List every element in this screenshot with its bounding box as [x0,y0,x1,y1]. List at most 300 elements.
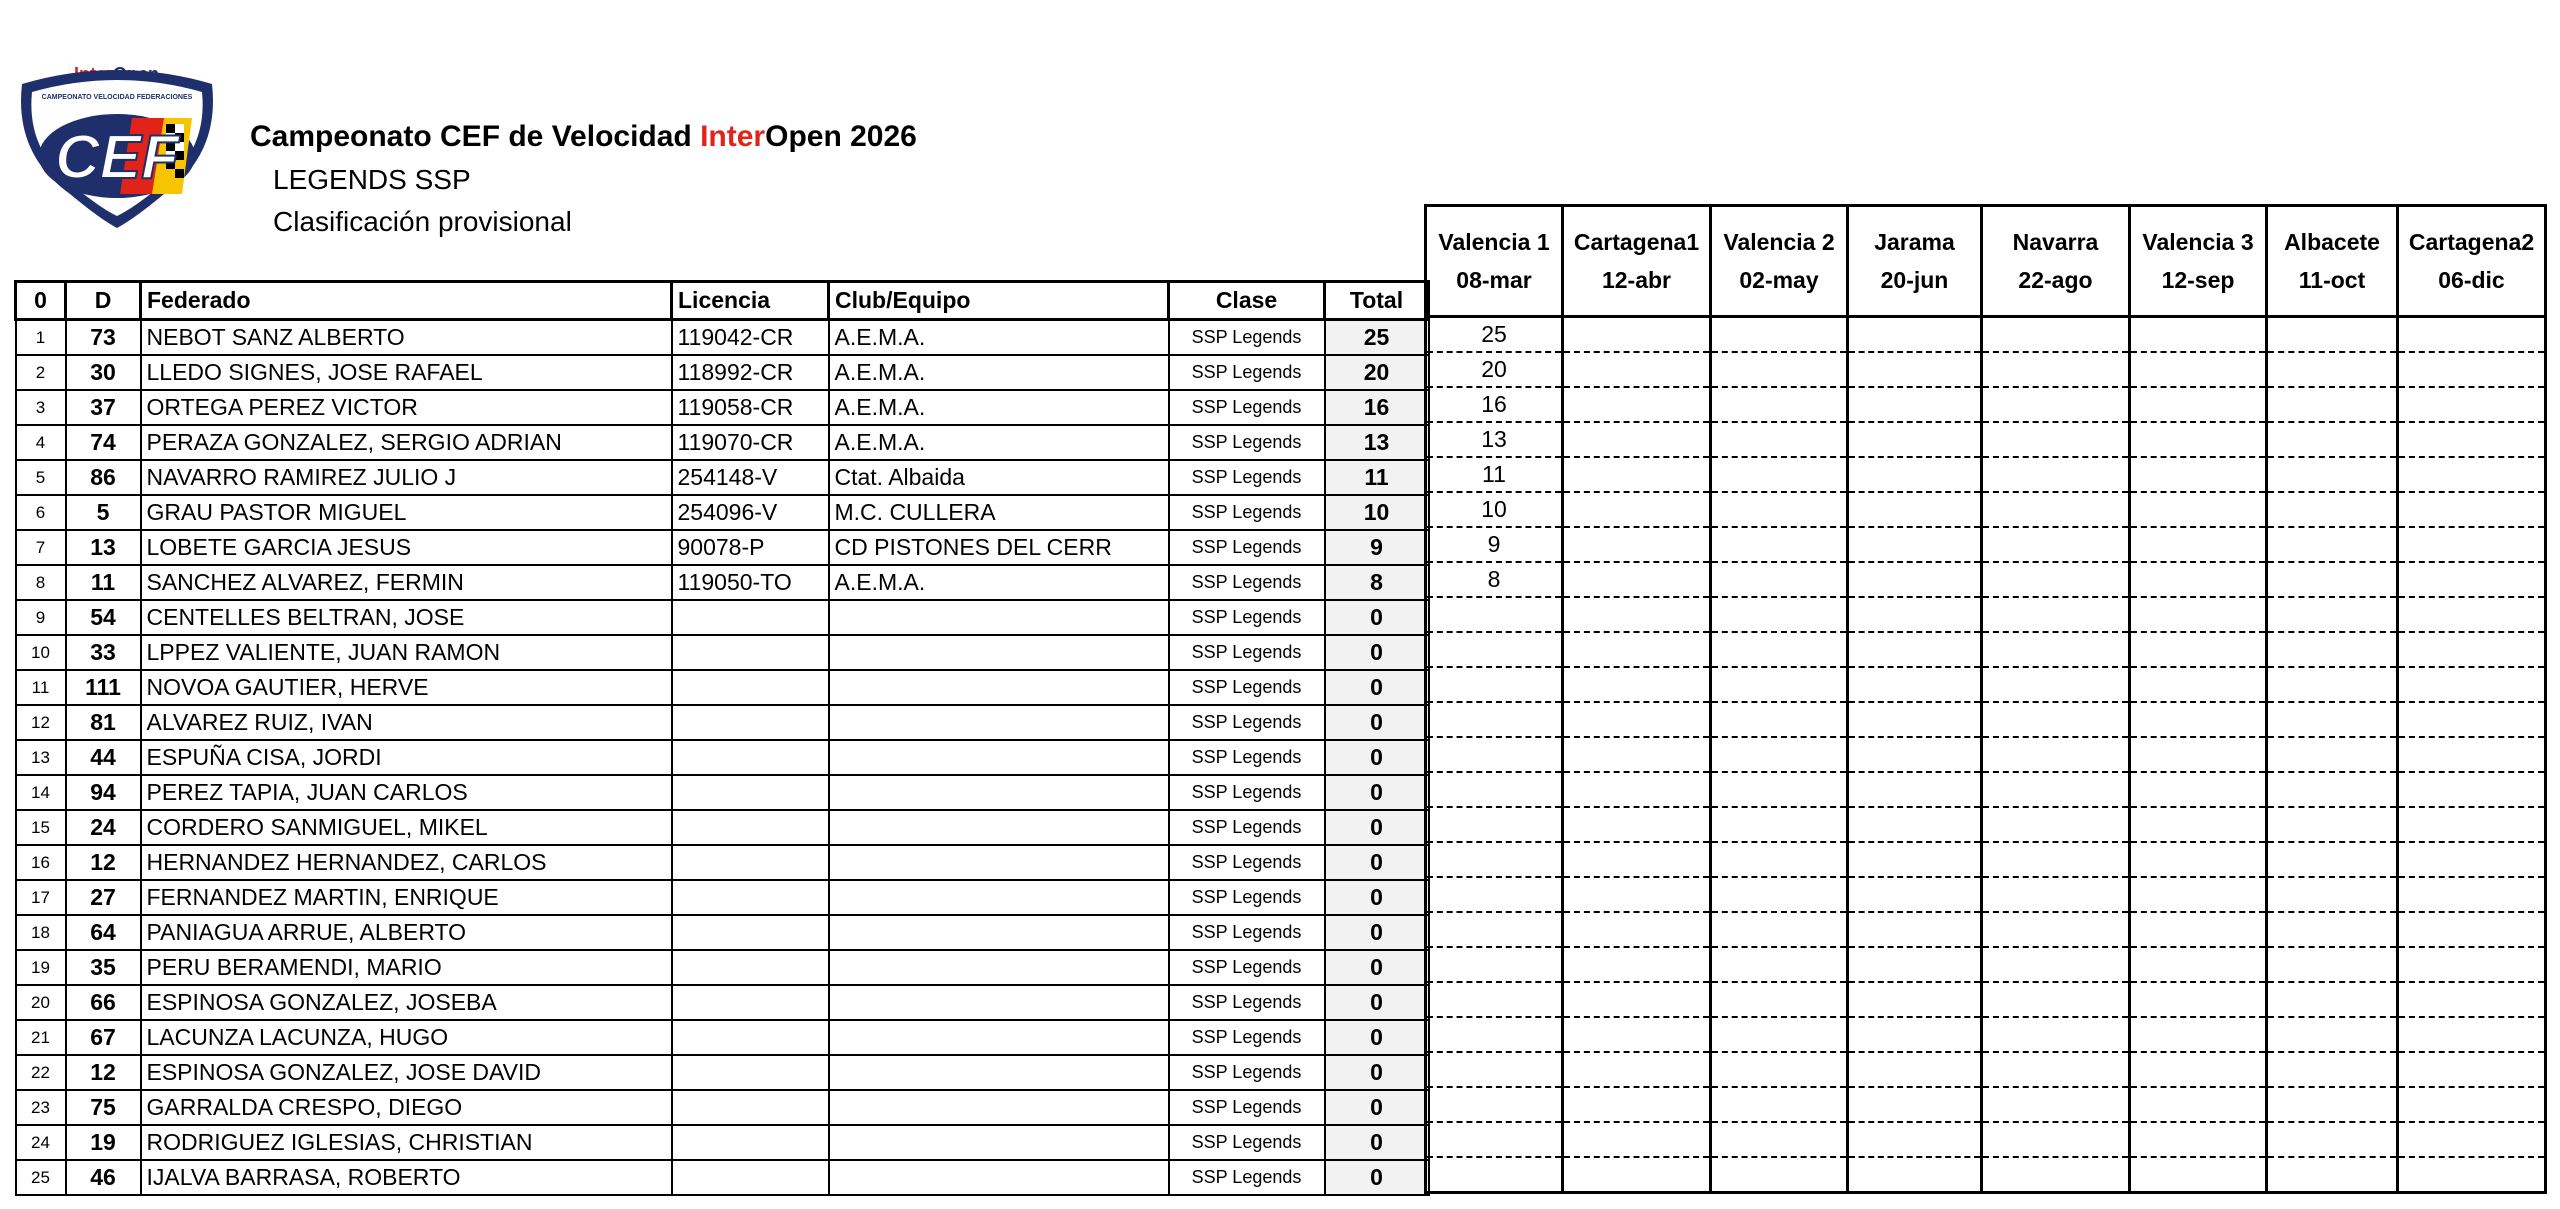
race-result-row [1426,492,2546,527]
race-result-cell [1426,1052,1563,1087]
race-result-row [1426,527,2546,562]
race-result-cell [1563,772,1711,807]
table-row [16,600,1429,635]
race-result-cell [1848,737,1982,772]
row-clase: SSP Legends [1169,565,1325,600]
race-result-row [1426,457,2546,492]
row-dorsal: 37 [66,390,141,425]
table-row [16,880,1429,915]
table-row [16,530,1429,565]
col-pos-header: 0 [16,282,66,320]
race-result-cell [2267,1017,2398,1052]
race-result-cell [2130,1157,2267,1193]
race-result-cell [2130,1017,2267,1052]
race-result-cell [2130,842,2267,877]
row-licencia [672,1020,829,1055]
race-result-cell [1848,702,1982,737]
race-result-cell [1711,947,1848,982]
race-header-row [1426,206,2546,317]
race-result-row [1426,597,2546,632]
race-result-cell [1711,1087,1848,1122]
race-result-cell [1426,632,1563,667]
row-licencia [672,600,829,635]
row-position: 8 [16,565,66,600]
row-total: 0 [1325,1160,1429,1195]
race-result-row [1426,1017,2546,1052]
race-result-cell [2398,562,2546,597]
row-federado: LACUNZA LACUNZA, HUGO [141,1020,672,1055]
row-licencia [672,635,829,670]
race-result-cell [1982,1052,2130,1087]
race-result-cell [1848,1087,1982,1122]
race-result-cell [2130,387,2267,422]
race-result-cell [1426,912,1563,947]
row-federado: CORDERO SANMIGUEL, MIKEL [141,810,672,845]
row-licencia [672,670,829,705]
race-result-cell [1848,527,1982,562]
row-licencia: 119042-CR [672,320,829,356]
race-result-cell [1848,492,1982,527]
row-clase: SSP Legends [1169,530,1325,565]
race-result-cell [2267,1052,2398,1087]
race-result-cell [1982,982,2130,1017]
race-result-cell [2398,1052,2546,1087]
race-result-cell [2267,947,2398,982]
row-dorsal: 12 [66,845,141,880]
race-result-row [1426,1157,2546,1193]
row-licencia [672,1090,829,1125]
race-result-cell [1563,667,1711,702]
race-result-cell [1563,422,1711,457]
row-licencia: 90078-P [672,530,829,565]
race-result-cell: 8 [1426,562,1563,597]
race-result-cell [2398,982,2546,1017]
race-result-row [1426,562,2546,597]
table-row [16,1125,1429,1160]
race-result-cell [2398,772,2546,807]
row-total: 0 [1325,880,1429,915]
race-result-cell [1982,1122,2130,1157]
race-result-cell [1711,492,1848,527]
row-position: 10 [16,635,66,670]
race-result-cell [1563,1052,1711,1087]
race-header [2398,206,2546,317]
row-licencia: 118992-CR [672,355,829,390]
race-result-cell [2130,877,2267,912]
race-results-table [1424,204,2547,1194]
row-dorsal: 66 [66,985,141,1020]
race-result-cell: 20 [1426,352,1563,387]
row-licencia [672,705,829,740]
race-result-cell: 11 [1426,457,1563,492]
race-result-cell [2398,667,2546,702]
race-result-cell [1711,457,1848,492]
race-result-cell [1711,317,1848,353]
race-result-cell [1982,492,2130,527]
row-club [829,1020,1169,1055]
race-result-cell [2267,387,2398,422]
row-club [829,1125,1169,1160]
col-licencia-header: Licencia [672,282,829,320]
race-result-cell [2130,807,2267,842]
race-result-cell [1982,632,2130,667]
row-federado: NAVARRO RAMIREZ JULIO J [141,460,672,495]
race-result-row [1426,387,2546,422]
race-result-cell [2398,842,2546,877]
row-clase: SSP Legends [1169,1125,1325,1160]
row-position: 19 [16,950,66,985]
race-name: Jarama [1874,229,1955,255]
race-result-cell [2130,597,2267,632]
race-header [2267,206,2398,317]
row-licencia [672,845,829,880]
row-federado: ESPINOSA GONZALEZ, JOSE DAVID [141,1055,672,1090]
row-club: CD PISTONES DEL CERR [829,530,1169,565]
race-result-row [1426,737,2546,772]
race-result-cell [1563,702,1711,737]
race-result-cell [1563,457,1711,492]
row-dorsal: 75 [66,1090,141,1125]
row-club [829,1090,1169,1125]
row-federado: LOBETE GARCIA JESUS [141,530,672,565]
race-result-cell [1426,982,1563,1017]
race-result-cell [2130,457,2267,492]
race-result-cell [2130,317,2267,353]
race-header [1711,206,1848,317]
table-row [16,670,1429,705]
race-result-cell [1563,492,1711,527]
race-result-row [1426,667,2546,702]
row-federado: LPPEZ VALIENTE, JUAN RAMON [141,635,672,670]
col-total-header: Total [1325,282,1429,320]
race-result-cell [1848,562,1982,597]
race-result-row [1426,947,2546,982]
row-total: 0 [1325,950,1429,985]
row-club [829,775,1169,810]
row-licencia [672,950,829,985]
race-result-cell: 10 [1426,492,1563,527]
race-result-cell [1711,667,1848,702]
race-result-cell [2267,1157,2398,1193]
row-federado: FERNANDEZ MARTIN, ENRIQUE [141,880,672,915]
race-result-cell [1982,317,2130,353]
race-result-cell [2130,1052,2267,1087]
row-federado: LLEDO SIGNES, JOSE RAFAEL [141,355,672,390]
row-dorsal: 73 [66,320,141,356]
race-result-cell [1563,387,1711,422]
race-result-row [1426,912,2546,947]
row-clase: SSP Legends [1169,705,1325,740]
row-club [829,670,1169,705]
race-result-cell [1563,352,1711,387]
race-result-cell [2130,1122,2267,1157]
row-federado: ORTEGA PEREZ VICTOR [141,390,672,425]
table-row [16,495,1429,530]
row-position: 14 [16,775,66,810]
row-clase: SSP Legends [1169,915,1325,950]
race-result-cell [2398,1157,2546,1193]
race-result-cell [2130,492,2267,527]
row-clase: SSP Legends [1169,845,1325,880]
row-total: 20 [1325,355,1429,390]
race-result-cell [1848,632,1982,667]
race-result-cell [1563,597,1711,632]
race-name: Cartagena2 [2408,229,2535,255]
race-result-cell [2267,877,2398,912]
row-licencia [672,775,829,810]
row-total: 0 [1325,775,1429,810]
row-total: 0 [1325,1125,1429,1160]
row-position: 4 [16,425,66,460]
race-result-cell [1848,1122,1982,1157]
row-licencia [672,810,829,845]
row-total: 0 [1325,705,1429,740]
row-position: 25 [16,1160,66,1195]
row-licencia: 119058-CR [672,390,829,425]
race-result-cell [2267,422,2398,457]
row-licencia [672,1160,829,1195]
race-result-cell [1982,877,2130,912]
race-result-cell [1982,1087,2130,1122]
row-federado: PEREZ TAPIA, JUAN CARLOS [141,775,672,810]
row-total: 25 [1325,320,1429,356]
race-result-cell [2267,597,2398,632]
race-result-cell [2398,317,2546,353]
standings-table [14,280,1430,1196]
race-result-cell [1848,772,1982,807]
race-result-cell [1711,877,1848,912]
race-result-cell [1848,807,1982,842]
table-row [16,1090,1429,1125]
race-result-cell: 13 [1426,422,1563,457]
row-position: 7 [16,530,66,565]
row-total: 13 [1325,425,1429,460]
row-federado: GRAU PASTOR MIGUEL [141,495,672,530]
row-total: 10 [1325,495,1429,530]
row-dorsal: 19 [66,1125,141,1160]
row-position: 12 [16,705,66,740]
race-result-row [1426,702,2546,737]
row-dorsal: 64 [66,915,141,950]
row-total: 0 [1325,740,1429,775]
row-clase: SSP Legends [1169,880,1325,915]
race-result-cell [1982,527,2130,562]
race-result-cell [1563,947,1711,982]
race-result-cell [1848,317,1982,353]
row-club: A.E.M.A. [829,565,1169,600]
row-dorsal: 44 [66,740,141,775]
table-row [16,425,1429,460]
row-dorsal: 86 [66,460,141,495]
row-federado: RODRIGUEZ IGLESIAS, CHRISTIAN [141,1125,672,1160]
row-clase: SSP Legends [1169,985,1325,1020]
race-result-cell [2398,877,2546,912]
row-dorsal: 35 [66,950,141,985]
row-federado: NOVOA GAUTIER, HERVE [141,670,672,705]
race-result-cell [2267,562,2398,597]
race-result-row [1426,422,2546,457]
race-result-cell [2267,457,2398,492]
race-result-cell [1711,807,1848,842]
race-result-cell [1711,702,1848,737]
table-row [16,635,1429,670]
table-row [16,950,1429,985]
row-position: 9 [16,600,66,635]
race-result-cell [1711,597,1848,632]
race-result-cell [1982,912,2130,947]
row-dorsal: 33 [66,635,141,670]
race-result-cell [1848,982,1982,1017]
race-result-cell [1711,772,1848,807]
row-dorsal: 74 [66,425,141,460]
race-result-cell [2398,422,2546,457]
row-position: 21 [16,1020,66,1055]
race-result-cell [1426,1122,1563,1157]
race-result-cell [1848,352,1982,387]
table-row [16,915,1429,950]
col-dorsal-header: D [66,282,141,320]
row-total: 16 [1325,390,1429,425]
row-federado: PERU BERAMENDI, MARIO [141,950,672,985]
race-result-cell [2398,947,2546,982]
row-dorsal: 111 [66,670,141,705]
col-clase-header: Clase [1169,282,1325,320]
row-club [829,950,1169,985]
row-position: 24 [16,1125,66,1160]
race-result-cell [1711,1157,1848,1193]
row-total: 0 [1325,845,1429,880]
race-result-cell [1982,387,2130,422]
row-position: 22 [16,1055,66,1090]
race-result-cell [1982,422,2130,457]
race-result-row [1426,1087,2546,1122]
row-dorsal: 24 [66,810,141,845]
race-result-cell [1848,877,1982,912]
row-club: M.C. CULLERA [829,495,1169,530]
race-result-cell [1711,632,1848,667]
row-clase: SSP Legends [1169,1090,1325,1125]
table-row [16,775,1429,810]
race-result-cell [1426,667,1563,702]
race-result-cell [2130,527,2267,562]
row-position: 11 [16,670,66,705]
race-result-row [1426,807,2546,842]
race-result-cell [1563,1122,1711,1157]
title-part-1: Campeonato CEF de Velocidad [250,120,701,153]
row-clase: SSP Legends [1169,1055,1325,1090]
race-result-cell [1563,912,1711,947]
row-position: 16 [16,845,66,880]
race-result-row [1426,877,2546,912]
table-row [16,1055,1429,1090]
race-result-cell [1563,877,1711,912]
race-result-cell [1426,947,1563,982]
race-result-cell [2267,667,2398,702]
race-result-cell [2267,317,2398,353]
race-result-cell [1426,772,1563,807]
race-header [2130,206,2267,317]
race-result-cell [1563,737,1711,772]
race-name: Albacete [2284,229,2380,255]
race-result-cell [1563,317,1711,353]
table-row [16,985,1429,1020]
race-result-cell [1563,807,1711,842]
table-row [16,320,1429,356]
row-total: 0 [1325,915,1429,950]
race-result-row [1426,842,2546,877]
race-result-row [1426,1052,2546,1087]
row-club [829,845,1169,880]
table-row [16,460,1429,495]
race-result-cell [2267,982,2398,1017]
row-licencia [672,1055,829,1090]
row-club: A.E.M.A. [829,425,1169,460]
row-federado: HERNANDEZ HERNANDEZ, CARLOS [141,845,672,880]
table-row [16,705,1429,740]
row-federado: CENTELLES BELTRAN, JOSE [141,600,672,635]
race-date: 06-dic [2438,267,2505,293]
race-result-cell [2398,1087,2546,1122]
row-licencia: 254148-V [672,460,829,495]
race-result-row [1426,1122,2546,1157]
row-federado: IJALVA BARRASA, ROBERTO [141,1160,672,1195]
row-clase: SSP Legends [1169,495,1325,530]
row-dorsal: 11 [66,565,141,600]
row-dorsal: 81 [66,705,141,740]
race-result-cell [2267,1122,2398,1157]
race-result-cell [2130,422,2267,457]
race-result-cell [1982,947,2130,982]
race-result-cell [2398,737,2546,772]
race-result-cell [2130,352,2267,387]
race-result-cell [2398,352,2546,387]
row-club [829,880,1169,915]
cef-logo [14,64,220,232]
row-clase: SSP Legends [1169,775,1325,810]
race-date: 11-oct [2298,267,2366,293]
race-name: Valencia 3 [2142,229,2254,255]
race-result-cell [1711,387,1848,422]
race-result-cell [2267,912,2398,947]
race-result-cell [1982,737,2130,772]
race-result-cell [2267,842,2398,877]
race-result-cell [2130,667,2267,702]
race-result-cell [2130,737,2267,772]
row-club [829,810,1169,845]
race-result-cell [2130,702,2267,737]
race-result-cell [1563,527,1711,562]
race-result-cell [1426,1087,1563,1122]
race-result-cell [1426,842,1563,877]
race-date: 02-may [1739,267,1819,293]
row-federado: ALVAREZ RUIZ, IVAN [141,705,672,740]
race-result-cell [2398,492,2546,527]
row-clase: SSP Legends [1169,740,1325,775]
race-result-cell [2267,527,2398,562]
race-result-cell [1563,842,1711,877]
race-result-cell [2267,632,2398,667]
race-result-cell [1711,1017,1848,1052]
row-federado: NEBOT SANZ ALBERTO [141,320,672,356]
race-result-cell [1711,737,1848,772]
race-result-cell [2130,562,2267,597]
row-total: 0 [1325,600,1429,635]
row-dorsal: 94 [66,775,141,810]
logo-mark-text: CEF [55,123,179,192]
race-result-cell [1563,1017,1711,1052]
row-clase: SSP Legends [1169,950,1325,985]
race-result-cell [1848,842,1982,877]
